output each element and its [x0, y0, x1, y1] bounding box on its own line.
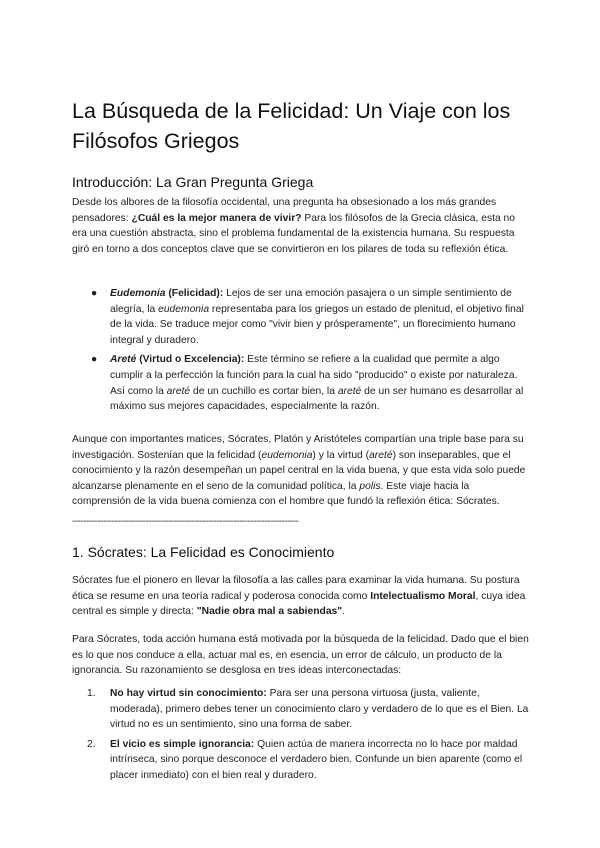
- concepts-bullet-list: [72, 286, 530, 419]
- section-divider: [72, 516, 530, 528]
- intro-p1-text-c: Para los filósofos de la Grecia clásica, esta no era una cuestión abstracta, sino el problema fundamental de la existencia humana. Su respuesta giró en torno a dos conceptos clave que se convirtieron en los pilares de toda su reflexión ética.: [72, 212, 516, 255]
- section1-heading: 1. Sócrates: La Felicidad es Conocimiento: [72, 544, 335, 560]
- bullet-italic-1: eudemonia: [158, 303, 210, 315]
- s1-p1-text-c: , cuya idea central es simple y directa:: [72, 590, 526, 618]
- list-item-text: Quien actúa de manera incorrecta no lo hace por maldad intrínseca, sino porque desconoce el verdadero bien. Confunde un bien aparente (como el placer inmediato) con el bien real y duradero.: [110, 738, 523, 781]
- list-item-text: Para ser una persona virtuosa (justa, valiente, moderada), primero debes tener un conocimiento claro y verdadero de lo que es el Bien. La virtud no es un sentimiento, sino una forma de saber.: [110, 688, 529, 731]
- list-item-term: No hay virtud sin conocimiento:: [110, 688, 267, 699]
- section1-paragraph-1: [72, 573, 530, 620]
- intro-p2-italic-eudemonia: eudemonia: [261, 449, 313, 461]
- bullet-italic-2: areté: [337, 385, 362, 397]
- bullet-term-suffix: (Virtud o Excelencia):: [136, 354, 245, 366]
- bullet-term: Eudemonia: [110, 288, 166, 299]
- intro-p1-text-a: Desde los albores de la filosofía occidental, una pregunta ha obsesionado a los más grandes pensadores:: [72, 197, 497, 224]
- bullet-text-b: representaba para los griegos un estado de plenitud, el objetivo final de la vida. Se traduce mejor como "vivir bien y prósperamente", un florecimiento humano integral y duradero.: [110, 303, 524, 346]
- bullet-marker: ●: [91, 288, 98, 299]
- intro-p2-text-d: . Este viaje hacia la comprensión de la vida buena comienza con el hombre que fundó la reflexión ética: Sócrates.: [72, 480, 500, 508]
- s1-p1-quote: "Nadie obra mal a sabiendas": [196, 606, 343, 618]
- intro-p2-italic-arete: areté: [369, 449, 393, 461]
- bullet-text-b: de un cuchillo es cortar bien, la: [190, 385, 338, 397]
- list-number: 2.: [87, 738, 96, 750]
- numbered-item-2: [72, 737, 530, 784]
- socrates-numbered-list: [72, 686, 530, 788]
- bullet-term: Areté: [110, 354, 137, 366]
- list-number: 1.: [87, 688, 96, 699]
- section1-paragraph-2: [72, 632, 530, 679]
- s1-p1-text-e: .: [342, 606, 346, 618]
- intro-p1-question: ¿Cuál es la mejor manera de vivir?: [131, 212, 302, 224]
- numbered-item-1: [72, 686, 530, 733]
- bullet-item-eudemonia: [72, 286, 530, 348]
- dashed-rule: --------------------------------------------------------------------------------: [72, 516, 299, 527]
- bullet-marker: ●: [91, 354, 98, 366]
- s1-p2-text: Para Sócrates, toda acción humana está motivada por la búsqueda de la felicidad. Dado que el bien es lo que nos conduce a ella, actuar mal es, en esencia, un error de cálculo, un producto de la ignorancia. Su razonamiento se desglosa en tres ideas interconectadas:: [72, 634, 529, 677]
- intro-paragraph-2: [72, 432, 530, 510]
- s1-p1-term: Intelectualismo Moral: [370, 590, 476, 602]
- intro-p2-text-b: ) y la virtud (: [312, 449, 370, 461]
- bullet-text-c: de un ser humano es desarrollar al máximo sus mejores capacidades, especialmente la razón.: [110, 385, 524, 413]
- intro-p2-italic-polis: polis: [359, 480, 381, 492]
- intro-p2-text-c: ) son inseparables, que el conocimiento y la razón desempeñan un papel central en la vida buena, y que esta vida solo puede alcanzarse plenamente en el seno de la comunidad política, la: [72, 449, 526, 492]
- intro-paragraph-1: [72, 195, 530, 257]
- intro-heading: Introducción: La Gran Pregunta Griega: [72, 174, 314, 190]
- bullet-text-a: Lejos de ser una emoción pasajera o un simple sentimiento de alegría, la: [110, 288, 512, 315]
- bullet-term-suffix: (Felicidad):: [165, 288, 224, 299]
- s1-p1-text-a: Sócrates fue el pionero en llevar la filosofía a las calles para examinar la vida humana. Su postura ética se resume en una teoría radical y poderosa conocida como: [72, 575, 520, 602]
- intro-p2-text-a: Aunque con importantes matices, Sócrates, Platón y Aristóteles compartían una triple base para su investigación. Sostenían que la felicidad (: [72, 434, 524, 461]
- list-item-term: El vicio es simple ignorancia:: [110, 738, 255, 750]
- bullet-text-a: Este término se refiere a la cualidad que permite a algo cumplir a la perfección la función para la cual ha sido "producido" o existe por naturaleza. Así como la: [110, 354, 518, 397]
- bullet-italic-1: areté: [166, 385, 191, 397]
- bullet-item-arete: [72, 352, 530, 414]
- document-title: La Búsqueda de la Felicidad: Un Viaje con los Filósofos Griegos: [72, 99, 511, 153]
